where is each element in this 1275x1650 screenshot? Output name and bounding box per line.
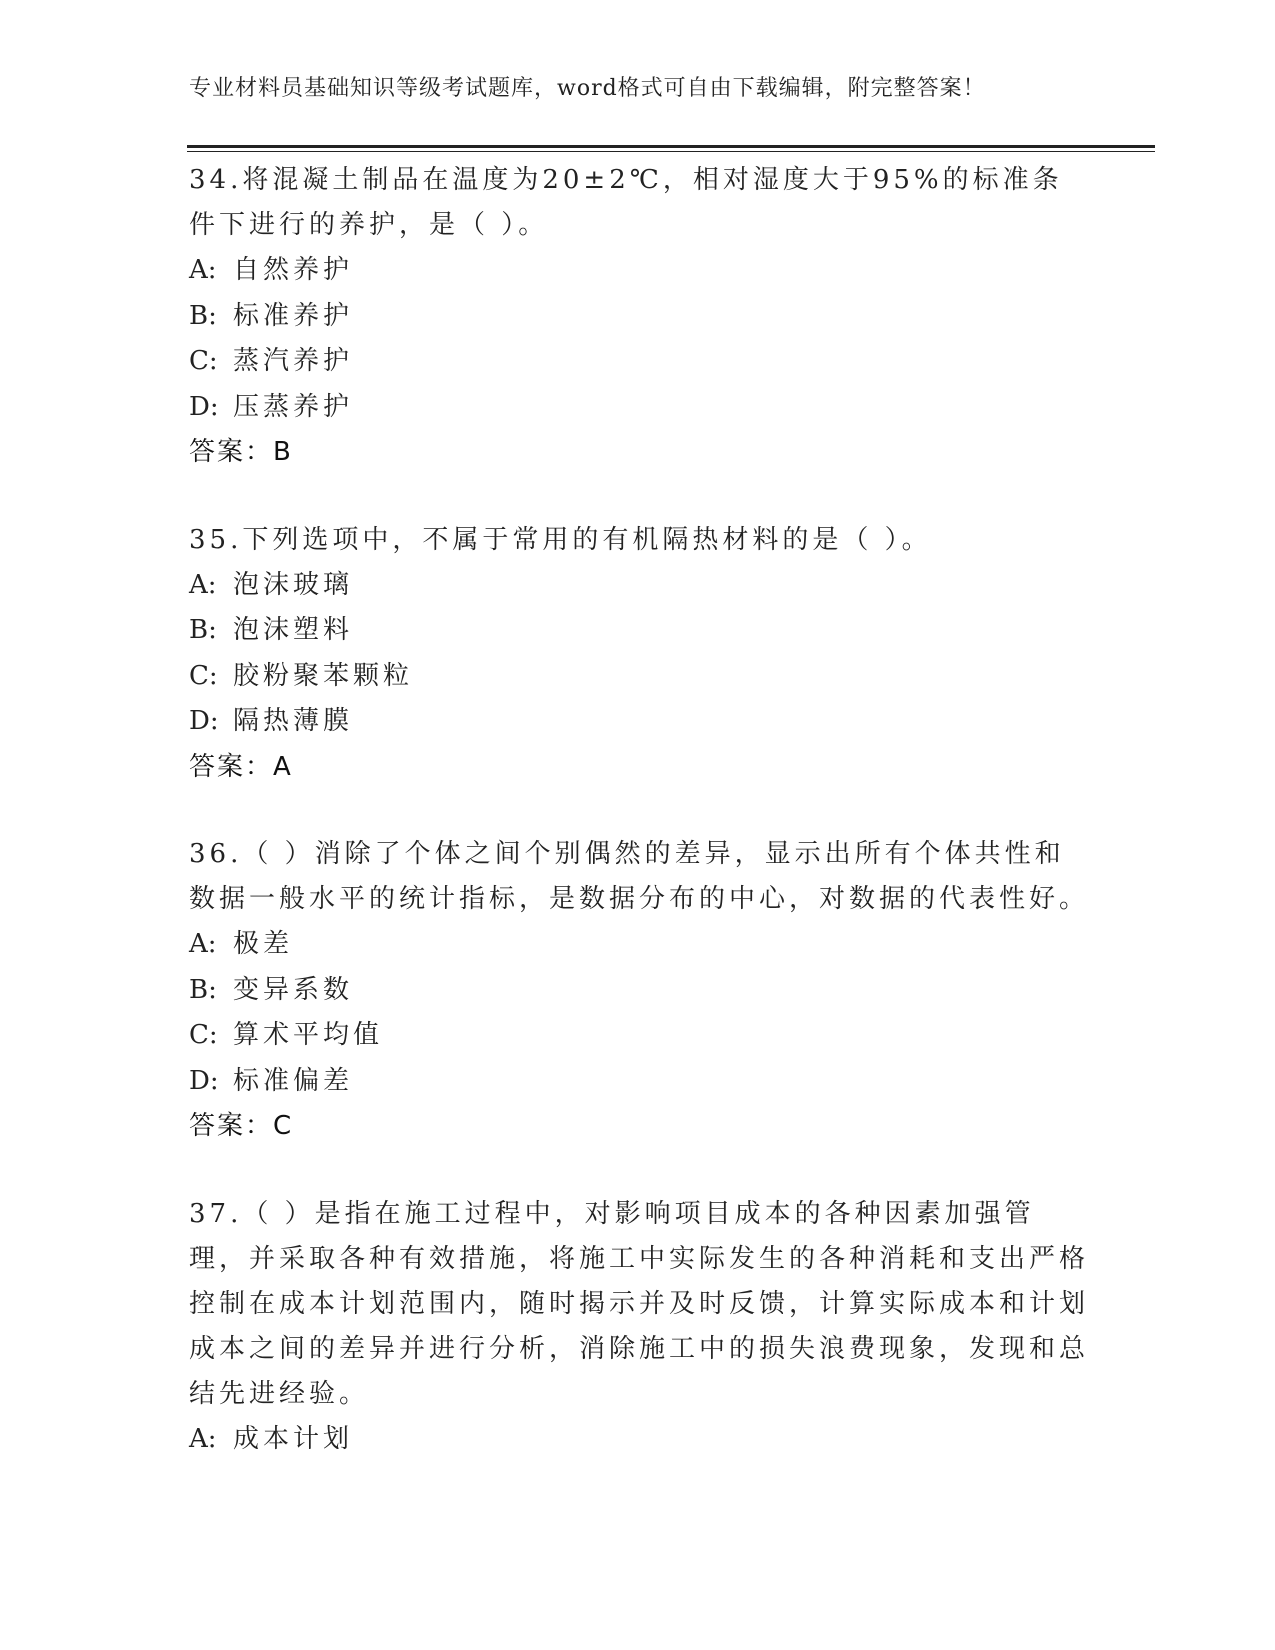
option-c bbox=[189, 654, 1089, 700]
option-letter: D: bbox=[189, 706, 219, 736]
option-letter: C: bbox=[189, 346, 218, 376]
option-text: 成本计划 bbox=[233, 1423, 354, 1454]
option-letter: C: bbox=[189, 660, 218, 691]
option-b bbox=[189, 608, 1089, 654]
option-d bbox=[189, 699, 1089, 745]
option-text: 变异系数 bbox=[233, 974, 354, 1005]
question-text: 36.（ ）消除了个体之间个别偶然的差异，显示出所有个体共性和数据一般水平的统计指标，是数据分布的中心，对数据的代表性好。 bbox=[189, 839, 1090, 914]
question-37 bbox=[189, 1192, 1089, 1463]
option-letter: C: bbox=[189, 1020, 218, 1050]
option-text: 泡沫玻璃 bbox=[233, 569, 354, 600]
question-text: 35.下列选项中，不属于常用的有机隔热材料的是（ ）。 bbox=[189, 524, 932, 555]
question-34 bbox=[189, 158, 1089, 476]
option-text: 胶粉聚苯颗粒 bbox=[233, 660, 414, 691]
option-text: 算术平均值 bbox=[233, 1020, 384, 1050]
answer-line: 答案：A bbox=[189, 751, 293, 782]
answer-line: 答案：B bbox=[189, 437, 293, 467]
option-text: 蒸汽养护 bbox=[233, 346, 354, 376]
option-c bbox=[189, 1013, 1089, 1059]
option-c bbox=[189, 339, 1089, 385]
question-list bbox=[189, 158, 1089, 1504]
option-letter: B: bbox=[189, 300, 217, 331]
question-text: 34.将混凝土制品在温度为20±2℃，相对湿度大于95%的标准条件下进行的养护，是（ ）。 bbox=[189, 165, 1063, 240]
option-letter: B: bbox=[189, 974, 217, 1005]
option-letter: A: bbox=[189, 929, 217, 959]
option-letter: D: bbox=[189, 391, 219, 422]
option-letter: A: bbox=[189, 1423, 217, 1454]
answer-line: 答案：C bbox=[189, 1111, 294, 1141]
question-35 bbox=[189, 518, 1089, 791]
option-text: 极差 bbox=[233, 929, 294, 959]
question-36 bbox=[189, 832, 1089, 1150]
option-letter: A: bbox=[189, 255, 217, 285]
option-text: 自然养护 bbox=[233, 255, 354, 285]
option-letter: D: bbox=[189, 1065, 219, 1096]
option-a bbox=[189, 563, 1089, 609]
header-divider-thick bbox=[187, 145, 1155, 148]
option-letter: B: bbox=[189, 615, 217, 645]
option-a bbox=[189, 1417, 1089, 1463]
option-d bbox=[189, 385, 1089, 431]
page-header: 专业材料员基础知识等级考试题库，word格式可自由下载编辑，附完整答案！ bbox=[189, 76, 986, 101]
option-text: 隔热薄膜 bbox=[233, 706, 354, 736]
option-text: 标准偏差 bbox=[233, 1065, 354, 1096]
option-a bbox=[189, 922, 1089, 968]
option-d bbox=[189, 1059, 1089, 1105]
option-a bbox=[189, 248, 1089, 294]
option-letter: A: bbox=[189, 569, 217, 600]
option-text: 泡沫塑料 bbox=[233, 615, 354, 645]
option-b bbox=[189, 294, 1089, 340]
option-b bbox=[189, 968, 1089, 1014]
header-divider-thin bbox=[187, 151, 1155, 152]
option-text: 标准养护 bbox=[233, 300, 354, 331]
question-text: 37.（ ）是指在施工过程中，对影响项目成本的各种因素加强管理，并采取各种有效措施，将施工中实际发生的各种消耗和支出严格控制在成本计划范围内，随时揭示并及时反馈，计算实际成本和计划成本之间的差异并进行分析，消除施工中的损失浪费现象，发现和总结先进经验。 bbox=[189, 1198, 1090, 1409]
option-text: 压蒸养护 bbox=[233, 391, 354, 422]
